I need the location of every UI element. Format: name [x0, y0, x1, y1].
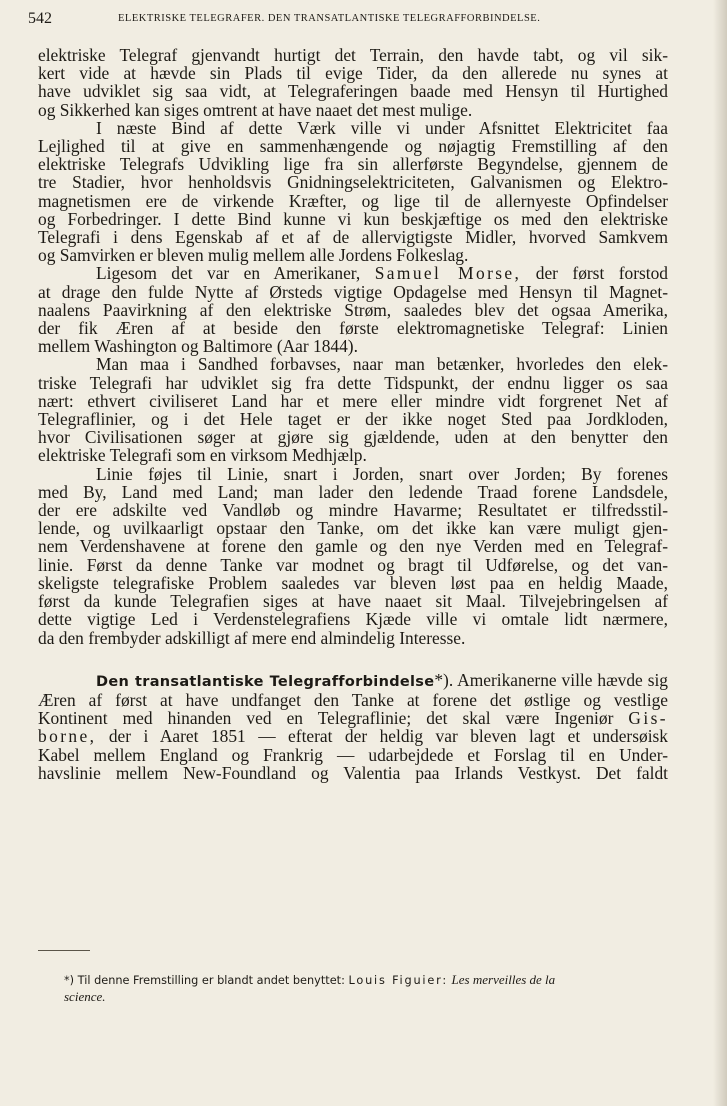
text-line: dette vigtige Led i Verdenstelegrafiens Kjæde ville vi omtale lidt nærmere,	[38, 609, 668, 630]
text-line: da den frembyder adskilligt af mere end almindelig Interesse.	[38, 627, 466, 648]
text-line: Telegrafi i dens Egenskab af et af de allervigtigste Midler, hvorved Samkvem	[38, 227, 668, 248]
text-line: først da kunde Telegrafien siges at have naaet sit Maal. Tilvejebringelsen af	[38, 591, 668, 612]
text-line: mellem Washington og Baltimore (Aar 1844).	[38, 336, 358, 357]
text-line: og Forbedringer. I dette Bind kunne vi kun beskjæftige os med den elektriske	[38, 208, 668, 229]
footnote-reference: *).	[434, 669, 454, 690]
footnote-divider	[38, 950, 90, 951]
text-line: Man maa i Sandhed forbavses, naar man betænker, hvorledes den elek-	[96, 354, 668, 375]
body-text	[38, 46, 668, 782]
footnote-mark: *)	[64, 974, 75, 987]
footnote-title-continued: science.	[64, 989, 106, 1004]
text-line: der fik Æren af at beside den første elektromagnetiske Telegraf: Linien	[38, 318, 668, 339]
text-line: naalens Paavirkning af den elektriske Strøm, saaledes blev det ogsaa Amerika,	[38, 299, 668, 320]
person-name-spaced: Samuel Morse,	[374, 263, 522, 284]
text-line: Linie føjes til Linie, snart i Jorden, snart over Jorden; By forenes	[96, 463, 668, 484]
text-line: nært: ethvert civiliseret Land har et mere eller mindre vidt forgrenet Net af	[38, 390, 668, 411]
text-line: og Sikkerhed kan siges omtrent at have naaet det mest mulige.	[38, 99, 473, 120]
text-line: Æren af først at have undfanget den Tanke at forene det østlige og vestlige	[38, 689, 668, 710]
text-line: kert vide at hævde sin Plads til evige Tider, da den allerede nu synes at	[38, 63, 668, 84]
text-line	[38, 727, 668, 745]
text-segment: Ligesom det var en Amerikaner,	[96, 263, 361, 284]
text-segment: Kontinent med hinanden ved en Telegraflinie; det skal være Ingeniør	[38, 708, 614, 729]
person-name-spaced: borne,	[38, 726, 97, 747]
text-line: have udviklet sig saa vidt, at Telegraferingen baade med Hensyn til Hurtighed	[38, 81, 668, 102]
footnote-author: Louis Figuier:	[348, 974, 448, 987]
text-line: hvor Civilisationen søger at gjøre sig gjældende, uden at den benytter den	[38, 427, 668, 448]
text-line: linie. Først da denne Tanke var modnet og bragt til Udførelse, og det van-	[38, 554, 668, 575]
text-line: der ere adskilte ved Vandløb og mindre Havarme; Resultatet er tilfredsstil-	[38, 500, 668, 521]
text-line: I næste Bind af dette Værk ville vi under Afsnittet Elektricitet faa	[96, 117, 668, 138]
text-line: havslinie mellem New-Foundland og Valentia paa Irlands Vestkyst. Det faldt	[38, 762, 668, 783]
text-line: med By, Land med Land; man lader den ledende Traad forene Landsdele,	[38, 481, 668, 502]
text-line: elektriske Telegraf gjenvandt hurtigt det Terrain, den havde tabt, og vil sik-	[38, 45, 668, 65]
person-name-spaced: Gis-	[628, 708, 668, 729]
page-edge-shadow	[713, 0, 727, 1106]
text-line: elektriske Telegrafi som en virksom Medhjælp.	[38, 445, 367, 466]
footnote-title: Les merveilles de la	[451, 972, 556, 987]
section-heading: Den transatlantiske Telegrafforbindelse	[96, 673, 435, 690]
running-head: ELEKTRISKE TELEGRAFER. DEN TRANSATLANTISKE TELEGRAFFORBINDELSE.	[118, 13, 541, 24]
section-gap	[38, 647, 668, 671]
page-header	[28, 10, 668, 30]
text-line: at drage den fulde Nytte af Ørsteds vigtige Opdagelse med Hensyn til Magnet-	[38, 281, 668, 302]
text-segment: der i Aaret 1851 — efterat der heldig var bleven lagt et undersøisk	[108, 726, 668, 747]
text-line: skeligste telegrafiske Problem saaledes var bleven løst paa en heldig Maade,	[38, 572, 668, 593]
text-line: lende, og uvilkaarligt opstaar den Tanke, om det ikke kan være muligt gjen-	[38, 518, 668, 539]
text-line	[38, 709, 668, 727]
text-line: Telegraflinier, og i det Hele taget er der ikke noget Sted paa Jordkloden,	[38, 409, 668, 430]
text-line	[38, 671, 668, 691]
text-line: Kabel mellem England og Frankrig — udarbejdede et Forslag til en Under-	[38, 744, 668, 765]
text-line	[38, 264, 668, 282]
page-number: 542	[28, 10, 52, 27]
text-line: og Samvirken er bleven mulig mellem alle Jordens Folkeslag.	[38, 245, 469, 266]
footnote	[64, 972, 668, 1006]
text-line: elektriske Telegrafs Udvikling lige fra sin allerførste Begyndelse, gjennem de	[38, 154, 668, 175]
text-segment: der først forstod	[535, 263, 668, 284]
footnote-text: Til denne Fremstilling er blandt andet benyttet:	[77, 974, 345, 987]
text-segment: Amerikanerne ville hævde sig	[457, 669, 668, 690]
text-line: Lejlighed til at give en sammenhængende og nøjagtig Fremstilling af den	[38, 136, 668, 157]
text-line: magnetismen ere de virkende Kræfter, og lige til de allernyeste Opfindelser	[38, 190, 668, 211]
text-line: nem Verdenshavene at forene den gamle og den nye Verden med en Telegraf-	[38, 536, 668, 557]
text-line: tre Stadier, hvor henholdsvis Gnidningselektriciteten, Galvanismen og Elektro-	[38, 172, 668, 193]
text-line: triske Telegrafi har udviklet sig fra dette Tidspunkt, der endnu ligger os saa	[38, 372, 668, 393]
